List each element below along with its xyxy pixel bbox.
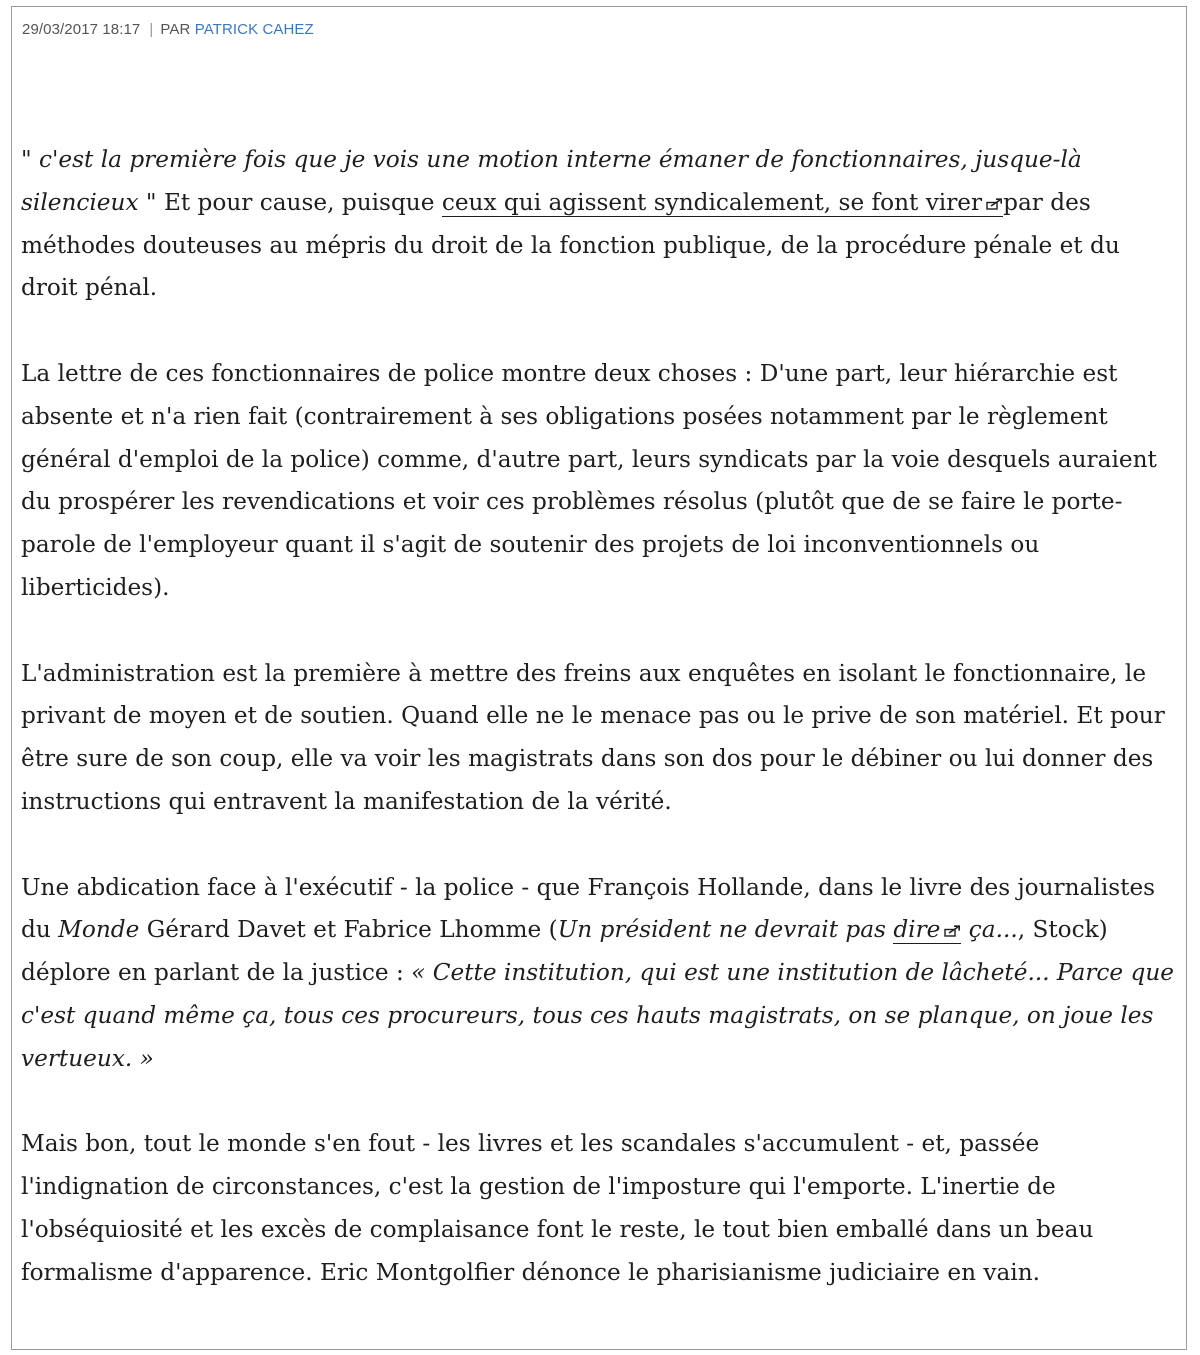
book-external-link[interactable] bbox=[893, 916, 961, 944]
paragraph-1 bbox=[21, 139, 1183, 310]
external-link-icon bbox=[986, 198, 1003, 210]
comment-datetime: 29/03/2017 18:17 bbox=[22, 21, 141, 38]
p4-text-2: Gérard Davet et Fabrice Lhomme ( bbox=[139, 916, 558, 944]
book-link-text: dire bbox=[893, 916, 941, 944]
book-title-part-1: Un président ne devrait pas bbox=[557, 916, 894, 944]
syndicate-link-text: ceux qui agissent syndicalement, se font virer bbox=[441, 188, 983, 216]
p4-text-3: , Stock) déplore en parlant de la justice : bbox=[21, 916, 1108, 987]
comment-meta bbox=[22, 21, 314, 38]
hollande-quote: « Cette institution, qui est une institution de lâcheté... Parce que c'est quand même ça, tous ces procureurs, tous ces hauts magistrats, on se planque, on joue les vertueux. » bbox=[21, 959, 1174, 1072]
paragraph-3: L'administration est la première à mettre des freins aux enquêtes en isolant le fonctionnaire, le privant de moyen et de soutien. Quand elle ne le menace pas ou le prive de son matériel. Et pour être sure de son coup, elle va voir les magistrats dans son dos pour le débiner ou lui donner des instructions qui entravent la manifestation de la vérité. bbox=[21, 659, 1165, 815]
syndicate-external-link[interactable] bbox=[442, 189, 1003, 217]
paragraph-5: Mais bon, tout le monde s'en fout - les livres et les scandales s'accumulent - et, passée l'indignation de circonstances, c'est la gestion de l'imposture qui l'emporte. L'inertie de l'obséquiosité et les excès de complaisance font le reste, le tout bien emballé dans un beau formalisme d'apparence. Eric Montgolfier dénonce le pharisianisme judiciaire en vain. bbox=[21, 1130, 1094, 1286]
meta-separator: | bbox=[149, 21, 154, 38]
quote-open: " bbox=[21, 146, 40, 173]
paragraph-4 bbox=[21, 867, 1183, 1081]
meta-by-label: PAR bbox=[160, 21, 191, 38]
quoted-statement: c'est la première fois que je vois une motion interne émaner de fonctionnaires, jusque-là silencieux bbox=[21, 146, 1082, 216]
quote-close: " Et pour cause, puisque bbox=[138, 188, 442, 216]
external-link-icon bbox=[944, 925, 961, 937]
comment-body bbox=[21, 139, 1183, 1295]
newspaper-name: Monde bbox=[58, 916, 140, 944]
author-link[interactable]: PATRICK CAHEZ bbox=[194, 21, 314, 38]
paragraph-2: La lettre de ces fonctionnaires de police montre deux choses : D'une part, leur hiérarchie est absente et n'a rien fait (contrairement à ses obligations posées notamment par le règlement général d'emploi de la police) comme, d'autre part, leurs syndicats par la voie desquels auraient du prospérer les revendications et voir ces problèmes résolus (plutôt que de se faire le porte-parole de l'employeur quant il s'agit de soutenir des projets de loi inconventionnels ou liberticides). bbox=[21, 359, 1157, 601]
book-title-part-2: ça... bbox=[961, 916, 1018, 944]
paragraph-1-rest: par des méthodes douteuses au mépris du droit de la fonction publique, de la procédure pénale et du droit pénal. bbox=[21, 188, 1120, 302]
p4-text-1: Une abdication face à l'exécutif - la police - que François Hollande, dans le livre des journalistes du bbox=[21, 873, 1156, 944]
comment-card bbox=[11, 6, 1187, 1350]
